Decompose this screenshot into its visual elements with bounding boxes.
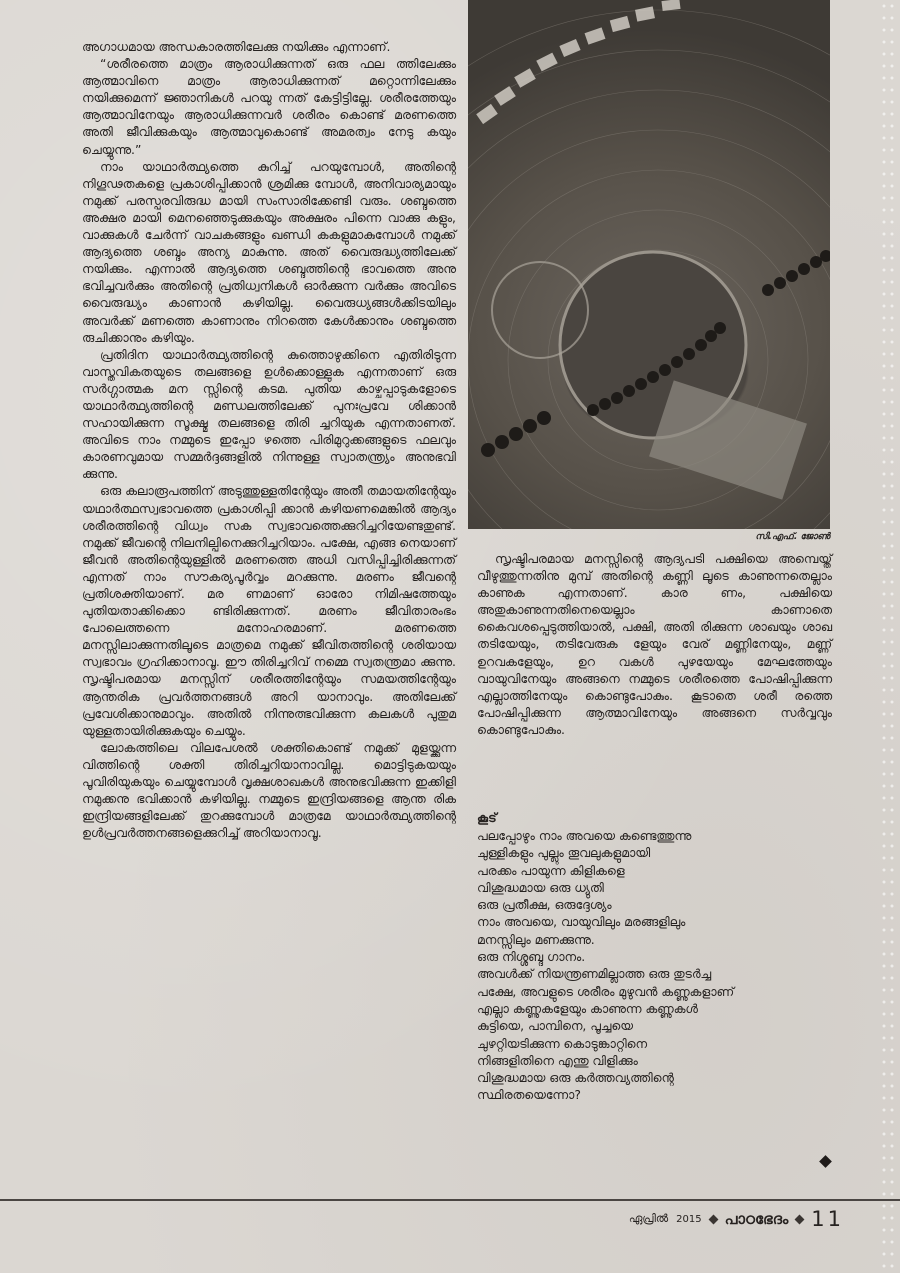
poem-line: പക്ഷേ, അവളുടെ ശരീരം മുഴുവൻ കണ്ണുകളാണ് [477,983,735,999]
poem-line: സ്ഥിരതയെന്നോ? [477,1087,581,1103]
footer-month: ഏപ്രിൽ [628,1212,669,1225]
page-number: 11 [811,1207,844,1231]
diamond-separator-icon [795,1214,805,1224]
paragraph: അഗാധമായ അന്ധകാരത്തിലേക്കു നയിക്കും എന്നാണ്. [82,39,391,54]
poem-line: ചുള്ളികളും പുല്ലും തൂവലുകളുമായി [477,845,651,861]
perforation-edge [880,0,896,1273]
left-column [82,38,456,841]
poem-line: പലപ്പോഴും നാം അവയെ കണ്ടെത്തുന്നു [477,828,692,843]
paragraph: നാം യാഥാർത്ഥ്യത്തെ കുറിച്ച് പറയുമ്പോൾ, അതിന്റെ നിഗൂഢതകളെ പ്രകാശിപ്പിക്കാൻ ശ്രമിക്കു മ്പോൾ, അനിവാര്യമായും നമുക്ക് പരസ്പരവിരുദ്ധ മായി സംസാരിക്കേണ്ടി വരും. ശബ്ദത്തെ അക്ഷര മായി മെനഞ്ഞെടുക്കുകയും അക്ഷരം പിന്നെ വാക്കു കളും, വാക്കുകൾ ചേർന്ന് വാചകങ്ങളും ഖണ്ഡി കകളുമാകുമ്പോൾ നമുക്ക് ആദ്യത്തെ ശബ്ദം അന്യ മാകുന്നു. അത് വൈരുദ്ധ്യത്തിലേക്ക് നയിക്കും. എന്നാൽ ആദ്യത്തെ ശബ്ദത്തിന്റെ ഭാവത്തെ അനു ഭവിച്ചവർക്കും അതിന്റെ പ്രതിധ്വനികൾ ഓർക്കുന്ന വർക്കും അവിടെ വൈരുദ്ധ്യം കാണാൻ കഴിയില്ല. വൈരുധ്യങ്ങൾക്കിടയിലും അവർക്ക് മണത്തെ കാണാനും നിറത്തെ കേൾക്കാനും ശബ്ദത്തെ രുചിക്കാനും കഴിയും. [82,158,456,345]
poem-line: നിങ്ങളിതിനെ എന്തു വിളിക്കും [477,1052,638,1068]
poem-line: വിശുദ്ധമായ ഒരു കർത്തവ്യത്തിന്റെ [477,1070,674,1086]
article-photo [468,0,830,529]
page-footer [629,1204,844,1234]
poem-line: എല്ലാ കണ്ണുകളേയും കാണുന്ന കണ്ണുകൾ [477,1000,698,1016]
paragraph: “ശരീരത്തെ മാത്രം ആരാധിക്കുന്നത് ഒരു ഫല ത്തിലേക്കും ആത്മാവിനെ മാത്രം ആരാധിക്കുന്നത് മറ്റൊന്നിലേക്കും നയിക്കുമെന്ന് ജ്ഞാനികൾ പറയു ന്നത് കേട്ടിട്ടില്ലേ. ശരീരത്തേയും ആത്മാവിനേയും ആരാധിക്കുന്നവർ ശരീരം കൊണ്ട് മരണത്തെ അതി ജീവിക്കുകയും ആത്മാവുകൊണ്ട് അമരത്വം നേടു കയും ചെയ്യുന്നു.” [82,56,456,157]
poem-line: അവൾക്ക് നിയന്ത്രണമില്ലാത്ത ഒരു തുടർച്ച [477,966,712,982]
poem [477,827,832,1104]
paragraph: സൃഷ്ടിപരമായ മനസ്സിന്റെ ആദ്യപടി പക്ഷിയെ അമ്പെയ്ത് വീഴുത്തുന്നതിനു മുമ്പ് അതിന്റെ കണ്ണി ലൂടെ കാണുന്നതെല്ലാം കാണുക എന്നതാണ്. കാര ണം, പക്ഷിയെ അതുകാണുന്നതിനെയെല്ലാം കാണാതെ കൈവശപ്പെടുത്തിയാൽ, പക്ഷി, അതി രിക്കുന്ന ശാഖയും ശാഖ തടിയേയും, തടിവേരുക ളേയും വേര് മണ്ണിനേയും, മണ്ണ് ഉറവകളേയും, ഉറ വകൾ പുഴയേയും മേഘത്തേയും വായുവിനേയും അങ്ങനെ നമ്മുടെ ശരീരത്തെ പോഷിപ്പിക്കുന്ന എല്ലാത്തിനേയും കൊണ്ടുപോകും. കൂടാതെ ശരീ രത്തെ പോഷിപ്പിക്കുന്ന ആത്മാവിനേയും അങ്ങനെ സർവ്വവും കൊണ്ടുപോകും. [477,551,832,737]
footer-rule [0,1199,900,1201]
diamond-separator-icon [708,1214,718,1224]
poem-line: വിശുദ്ധമായ ഒരു ധ്യുതി [477,879,604,895]
poem-line: നാം അവയെ, വായുവിലും മരങ്ങളിലും [477,914,686,930]
poem-title: കൂട് [477,810,497,825]
poem-line: പരക്കം പായുന്ന കിളികളെ [477,862,625,878]
paragraph: പ്രതിദിന യാഥാർത്ഥ്യത്തിന്റെ കുത്തൊഴുക്കിനെ എതിരിടുന്ന വാസ്തവികതയുടെ തലങ്ങളെ ഉൾക്കൊള്ളുക എന്നതാണ് ഒരു സർഗ്ഗാത്മക മന സ്സിന്റെ കടമ. പുതിയ കാഴ്ചപ്പാടുകളോടെ യാഥാർത്ഥ്യത്തിന്റെ മണ്ഡലത്തിലേക്ക് പുനഃപ്രവേ ശിക്കാൻ സഹായിക്കുന്ന സൂക്ഷ്മ തലങ്ങളെ തിരി ച്ചറിയുക എന്നതാണത്. അവിടെ നാം നമ്മുടെ ഇപ്പോ ഴത്തെ പിരിമുറുക്കങ്ങളുടെ ഫലവും കാരണവുമായ സമ്മർദ്ദങ്ങളിൽ നിന്നുള്ള സ്വാതന്ത്ര്യം അനുഭവി ക്കുന്നു. [82,346,456,482]
poem-line: കുട്ടിയെ, പാമ്പിനെ, പൂച്ചയെ [477,1018,633,1034]
magazine-name: പാഠഭേദം [724,1210,789,1228]
paragraph: ഒരു കലാരൂപത്തിന് അടുത്തുള്ളതിന്റേയും അതീ തമായതിന്റേയും യഥാർത്ഥസ്വഭാവത്തെ പ്രകാശിപ്പി ക്കാൻ കഴിയണമെങ്കിൽ ആദ്യം ശരീരത്തിന്റെ വിധ്വം സക സ്വഭാവത്തെക്കുറിച്ചറിയേണ്ടതുണ്ട്. നമുക്ക് ജീവന്റെ നിലനില്പിനെക്കുറിച്ചറിയാം. പക്ഷേ, എങ്ങ നെയാണ് ജീവൻ അതിന്റെയുള്ളിൽ മരണത്തെ അധി വസിപ്പിച്ചിരിക്കുന്നത് എന്നത് നാം സൗകര്യപൂർവ്വം മറക്കുന്നു. മരണം ജീവന്റെ പ്രതിശക്തിയാണ്. മര ണമാണ് ഓരോ നിമിഷത്തേയും പുതിയതാക്കിക്കൊ ണ്ടിരിക്കുന്നത്. മരണം ജീവിതാരംഭം പോലെത്തന്നെ മനോഹരമാണ്. മരണത്തെ മനസ്സിലാക്കുന്നതിലൂടെ മാത്രമെ നമുക്ക് ജീവിതത്തിന്റെ ശരിയായ സ്വഭാവം ഗ്രഹിക്കാനാവൂ. ഈ തിരിച്ചറിവ് നമ്മെ സ്വതന്ത്രമാ ക്കുന്നു. സൃഷ്ടിപരമായ മനസ്സിന് ശരീരത്തിന്റേയും സമയത്തിന്റേയും ആന്തരിക പ്രവർത്തനങ്ങൾ അറി യാനാവും. അതിലേക്ക് പ്രവേശിക്കാനുമാവും. അതിൽ നിന്നുത്ഭവിക്കുന്ന കലകൾ പുതുമ യുള്ളതായിരിക്കുകയും ചെയ്യും. [82,483,456,738]
photo-illustration [468,0,830,529]
paragraph: ലോകത്തിലെ വിലപേശൽ ശക്തികൊണ്ട് നമുക്ക് മുളയ്ക്കുന്ന വിത്തിന്റെ ശക്തി തിരിച്ചറിയാനാവില്ല. മൊട്ടിടുകയയും പൂവിരിയുകയും ചെയ്യുമ്പോൾ വൃക്ഷശാഖകൾ അനുഭവിക്കുന്ന ഇക്കിളി നമുക്കനു ഭവിക്കാൻ കഴിയില്ല. നമ്മുടെ ഇന്ദ്രിയങ്ങളെ ആന്ത രിക ഇന്ദ്രിയങ്ങളിലേക്ക് തുറക്കുമ്പോൾ മാത്രമേ യാഥാർത്ഥ്യത്തിന്റെ ഉൾപ്രവർത്തനങ്ങളെക്കുറിച്ച് അറിയാനാവൂ. [82,739,456,841]
poem-line: ഒരു നിശ്ശബ്ദ ഗാനം. [477,949,586,965]
footer-year: 2015 [676,1213,702,1225]
poem-line: ഒരു പ്രതീക്ഷ, ഒരുദ്ദേശ്യം [477,897,612,913]
poem-line: ചുഴറ്റിയടിക്കുന്ന കൊടുങ്കാറ്റിനെ [477,1035,648,1051]
poem-line: മനസ്സിലും മണക്കുന്നു. [477,931,595,947]
photo-credit: സി.എഫ്. ജോൺ [755,532,830,542]
right-column [477,550,832,738]
